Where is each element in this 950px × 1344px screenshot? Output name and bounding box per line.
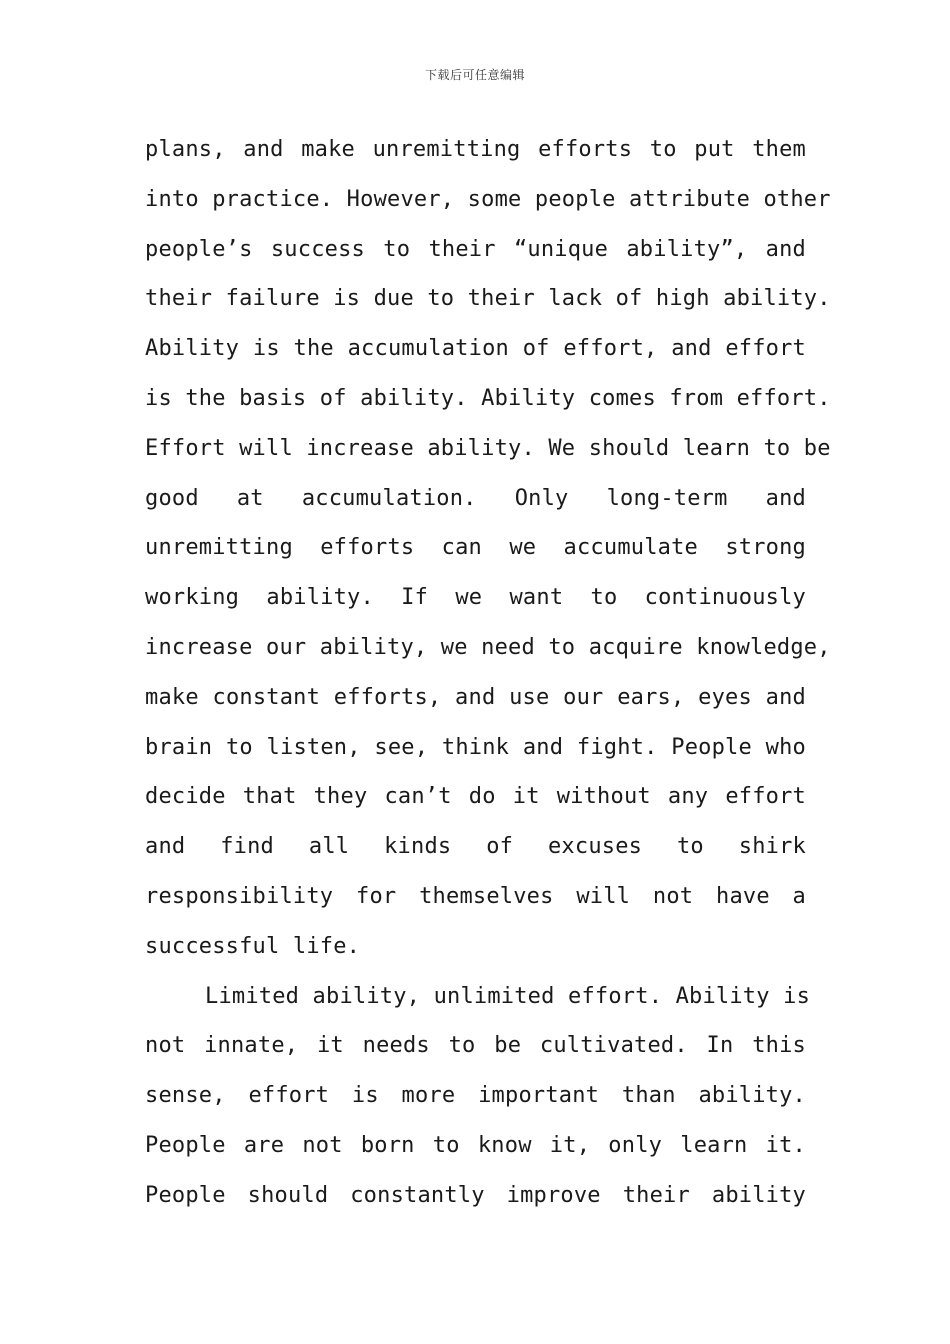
text-line: Ability is the accumulation of effort, and effort [145,336,806,362]
text-line: brain to listen, see, think and fight. People who [145,734,806,760]
text-line: and find all kinds of excuses to shirk [145,834,806,860]
text-line: working ability. If we want to continuously [145,585,806,611]
text-line: is the basis of ability. Ability comes from effort. [145,385,831,411]
text-line: increase our ability, we need to acquire knowledge, [145,634,831,660]
body-text [145,125,831,1221]
text-line: successful life. [145,933,361,959]
text-line: Effort will increase ability. We should learn to be [145,435,831,461]
text-line: make constant efforts, and use our ears, eyes and [145,684,806,710]
text-line: sense, effort is more important than ability. [145,1083,806,1109]
text-line: people’s success to their “unique ability”, and [145,236,806,262]
text-line: People should constantly improve their ability [145,1182,806,1208]
text-line: their failure is due to their lack of high ability. [145,286,831,312]
text-line: plans, and make unremitting efforts to put them [145,137,806,162]
text-line: responsibility for themselves will not have a [145,883,806,909]
text-line: good at accumulation. Only long-term and [145,485,806,511]
page-header: 下载后可任意编辑 [424,68,525,82]
text-line: decide that they can’t do it without any effort [145,784,806,810]
text-line: People are not born to know it, only learn it. [145,1132,806,1158]
text-line: not innate, it needs to be cultivated. In this [145,1033,806,1059]
text-line: unremitting efforts can we accumulate strong [145,535,806,561]
text-line: into practice. However, some people attribute other [145,186,831,212]
text-line: Limited ability, unlimited effort. Ability is [205,983,811,1009]
